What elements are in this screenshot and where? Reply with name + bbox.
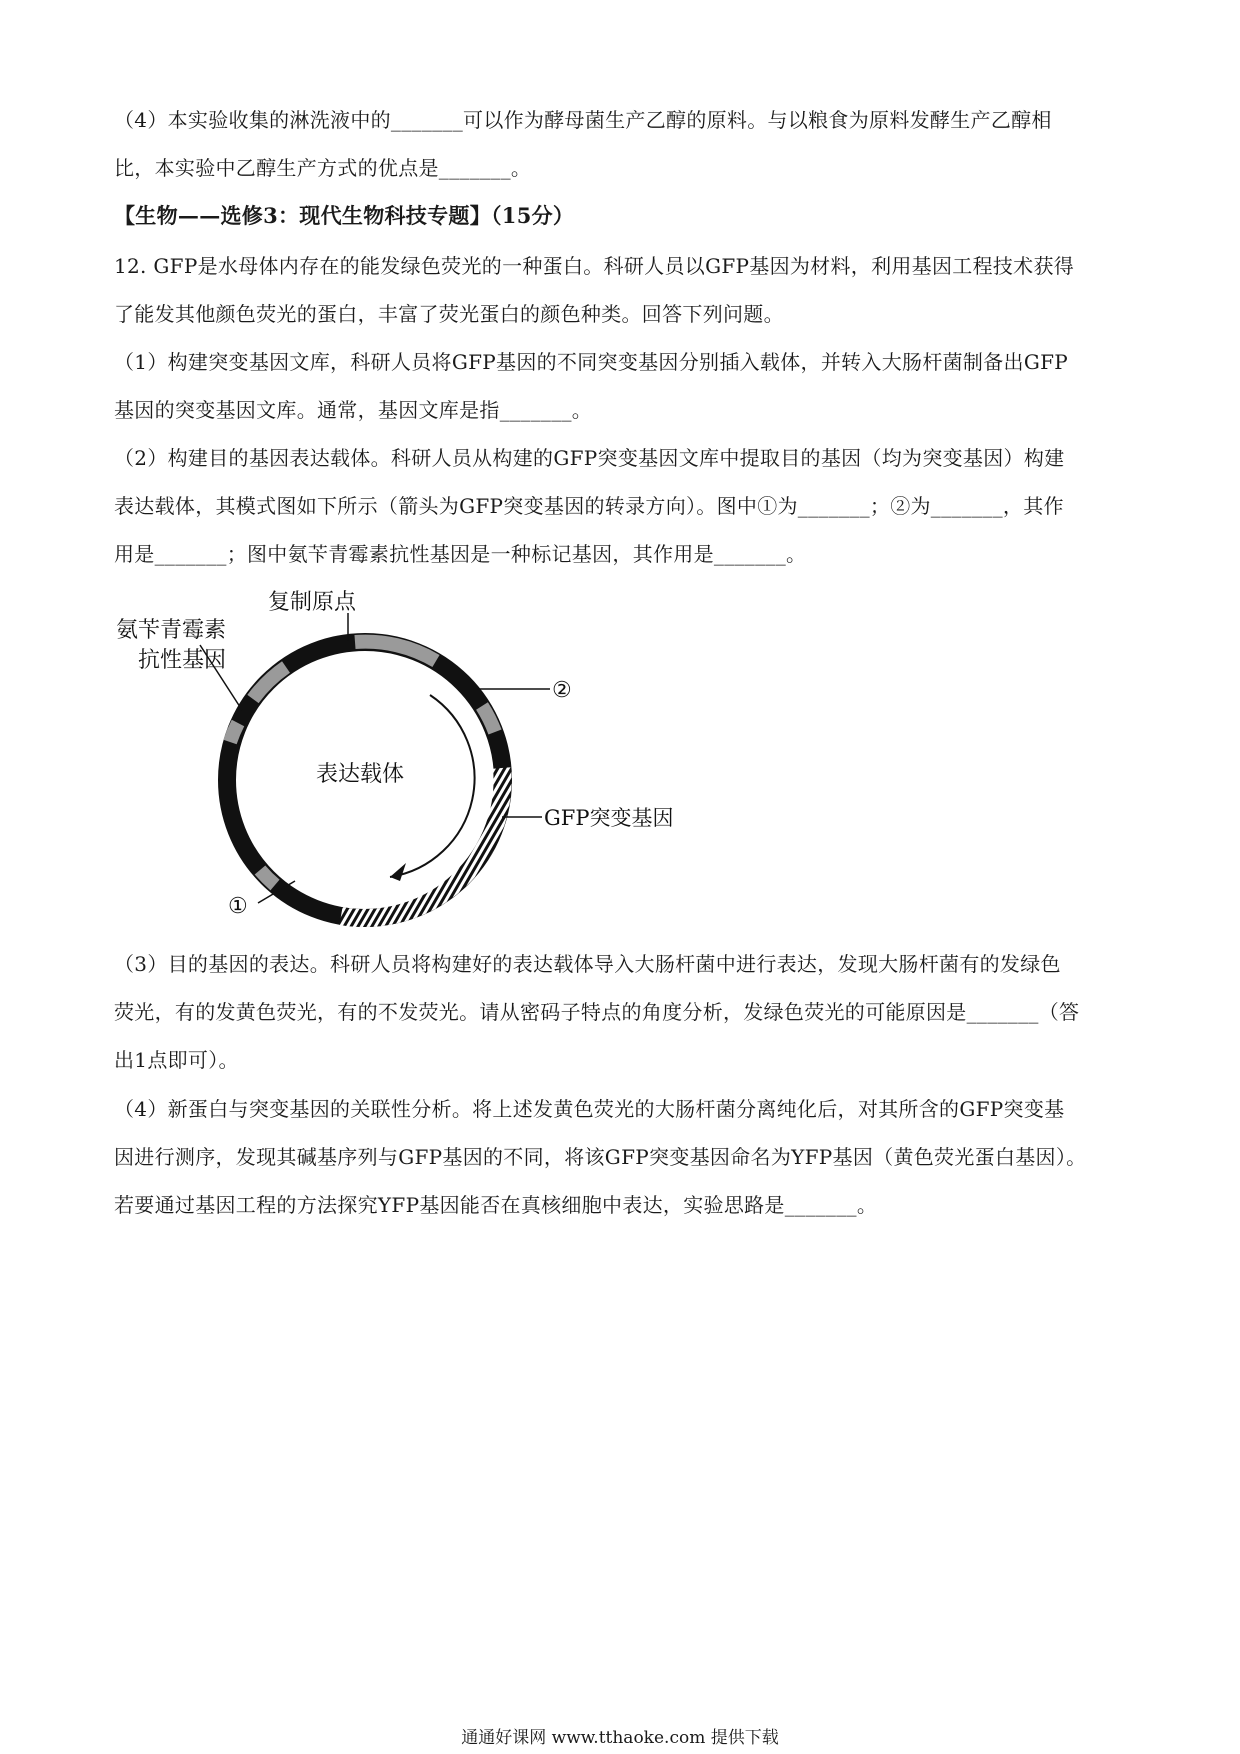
q12-part4-line3: 若要通过基因工程的方法探究YFP基因能否在真核细胞中表达，实验思路是_______。 xyxy=(114,1193,878,1217)
gfp-gene-segment xyxy=(341,768,503,918)
q12-part3 xyxy=(114,940,1134,1084)
q12-part4-line2: 因进行测序，发现其碱基序列与GFP基因的不同，将该GFP突变基因命名为YFP基因（黄色荧光蛋白基因）。 xyxy=(114,1145,1087,1169)
section-heading: 【生物——选修3：现代生物科技专题】（15分） xyxy=(114,203,575,228)
q12-part3-line2: 荧光，有的发黄色荧光，有的不发荧光。请从密码子特点的角度分析，发绿色荧光的可能原因是_______（答 xyxy=(114,1000,1080,1024)
q11-part4 xyxy=(114,96,1134,192)
label-1: ① xyxy=(228,894,248,919)
amp-segment-mid xyxy=(230,723,238,742)
q12-part1-line2: 基因的突变基因文库。通常，基因文库是指_______。 xyxy=(114,398,593,422)
expression-vector-diagram xyxy=(110,585,730,940)
page-footer: 通通好课网 www.tthaoke.com 提供下载 xyxy=(461,1728,779,1748)
q12-part3-line1: （3）目的基因的表达。科研人员将构建好的表达载体导入大肠杆菌中进行表达，发现大肠杆菌有的发绿色 xyxy=(114,952,1061,976)
arrow-head-icon xyxy=(390,863,406,881)
vector-center-label: 表达载体 xyxy=(316,762,405,787)
q12-part1 xyxy=(114,338,1134,434)
q12-part2 xyxy=(114,434,1134,578)
q12-part1-line1: （1）构建突变基因文库，科研人员将GFP基因的不同突变基因分别插入载体，并转入大肠杆菌制备出GFP xyxy=(114,350,1069,374)
ori-segment xyxy=(355,642,436,661)
gfp-gene-label: GFP突变基因 xyxy=(544,806,674,830)
q12-part2-line3: 用是_______；图中氨苄青霉素抗性基因是一种标记基因，其作用是_______。 xyxy=(114,542,807,566)
q12-part2-line1: （2）构建目的基因表达载体。科研人员从构建的GFP突变基因文库中提取目的基因（均为突变基因）构建 xyxy=(114,446,1065,470)
q11-part4-line2: 比，本实验中乙醇生产方式的优点是_______。 xyxy=(114,156,532,180)
ori-label: 复制原点 xyxy=(268,590,357,615)
q12-part3-line3: 出1点即可）。 xyxy=(114,1048,239,1072)
q12-stem xyxy=(114,242,1134,338)
q12-part4 xyxy=(114,1085,1134,1229)
amp-label-line2: 抗性基因 xyxy=(138,648,227,673)
q12-part2-line2: 表达载体，其模式图如下所示（箭头为GFP突变基因的转录方向）。图中①为_______；②为_______，其作 xyxy=(114,494,1064,518)
amp-segment-top xyxy=(253,667,286,699)
q12-stem-line2: 了能发其他颜色荧光的蛋白，丰富了荧光蛋白的颜色种类。回答下列问题。 xyxy=(114,302,784,326)
label-2: ② xyxy=(552,678,572,703)
amp-label-line1: 氨苄青霉素 xyxy=(116,618,227,643)
q12-part4-line1: （4）新蛋白与突变基因的关联性分析。将上述发黄色荧光的大肠杆菌分离纯化后，对其所含的GFP突变基 xyxy=(114,1097,1065,1121)
q12-stem-line1: 12. GFP是水母体内存在的能发绿色荧光的一种蛋白。科研人员以GFP基因为材料，利用基因工程技术获得 xyxy=(114,254,1075,278)
q11-part4-line1: （4）本实验收集的淋洗液中的_______可以作为酵母菌生产乙醇的原料。与以粮食为原料发酵生产乙醇相 xyxy=(114,108,1052,132)
